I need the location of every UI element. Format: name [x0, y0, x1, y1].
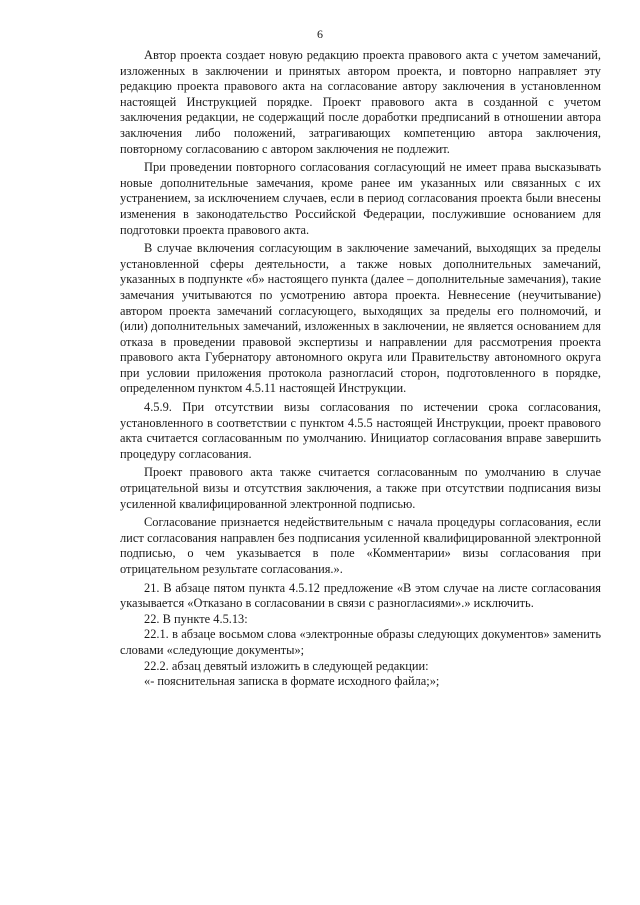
paragraph-item-21: 21. В абзаце пятом пункта 4.5.12 предложение «В этом случае на листе согласования указывается «Отказано в согласовании в связи с разногласиями».» исключить.: [120, 580, 601, 611]
paragraph-item-22: 22. В пункте 4.5.13:: [144, 611, 248, 626]
paragraph-repeat-approval: При проведении повторного согласования согласующий не имеет права высказывать новые дополнительные замечания, кроме ранее им указанных или связанных с их устранением, за исключением случаев, если в период согласования проекта были внесены изменения в законодательство Российской Федерации, послужившие основанием для подготовки проекта правового акта.: [120, 160, 601, 237]
document-body: [120, 48, 601, 690]
paragraph-clause-4-5-9: 4.5.9. При отсутствии визы согласования по истечении срока согласования, установленного в соответствии с пунктом 4.5.5 настоящей Инструкции, проект правового акта считается согласованным по умолчанию. Инициатор согласования вправе завершить процедуру согласования.: [120, 400, 601, 461]
paragraph-explanatory-note: «- пояснительная записка в формате исходного файла;»;: [144, 674, 440, 689]
paragraph-item-22-1: 22.1. в абзаце восьмом слова «электронные образы следующих документов» заменить словами «следующие документы»;: [120, 627, 601, 657]
page-number: 6: [317, 27, 323, 41]
paragraph-item-22-2: 22.2. абзац девятый изложить в следующей редакции:: [144, 658, 429, 673]
paragraph-additional-remarks: В случае включения согласующим в заключение замечаний, выходящих за пределы установленной сферы деятельности, а также новых дополнительных замечаний, указанных в подпункте «б» настоящего пункта (далее – дополнительные замечания), такие замечания учитываются по усмотрению автора проекта. Невнесение (неучитывание) автором проекта замечаний согласующего, выходящих за пределы его полномочий, и (или) дополнительных замечаний, изложенных в заключении, не является основанием для отказа в проведении правовой экспертизы и направлении для рассмотрения проекта правового акта Губернатору автономного округа или Правительству автономного округа при условии приложения протокола разногласий сторон, подготовленного в порядке, определенном пунктом 4.5.11 настоящей Инструкции.: [120, 241, 601, 396]
paragraph-author-revision: Автор проекта создает новую редакцию проекта правового акта с учетом замечаний, изложенных в заключении и принятых автором проекта, и повторно направляет эту редакцию проекта правового акта на согласование автору заключения в установленном настоящей Инструкцией порядке. Проект правового акта в созданной с учетом заключения редакции, не содержащий после доработки предписаний в отношении автора заключения либо положений, затрагивающих компетенцию автора заключения, повторному согласованию с автором заключения не подлежит.: [120, 48, 601, 156]
paragraph-default-approval: Проект правового акта также считается согласованным по умолчанию в случае отрицательной визы и отсутствия заключения, а также при отсутствии подписания визы усиленной квалифицированной электронной подписью.: [120, 465, 601, 511]
paragraph-approval-invalid: Согласование признается недействительным с начала процедуры согласования, если лист согласования направлен без подписания усиленной квалифицированной электронной подписью, о чем указывается в поле «Комментарии» визы согласования при отрицательном результате согласования.».: [120, 515, 601, 576]
